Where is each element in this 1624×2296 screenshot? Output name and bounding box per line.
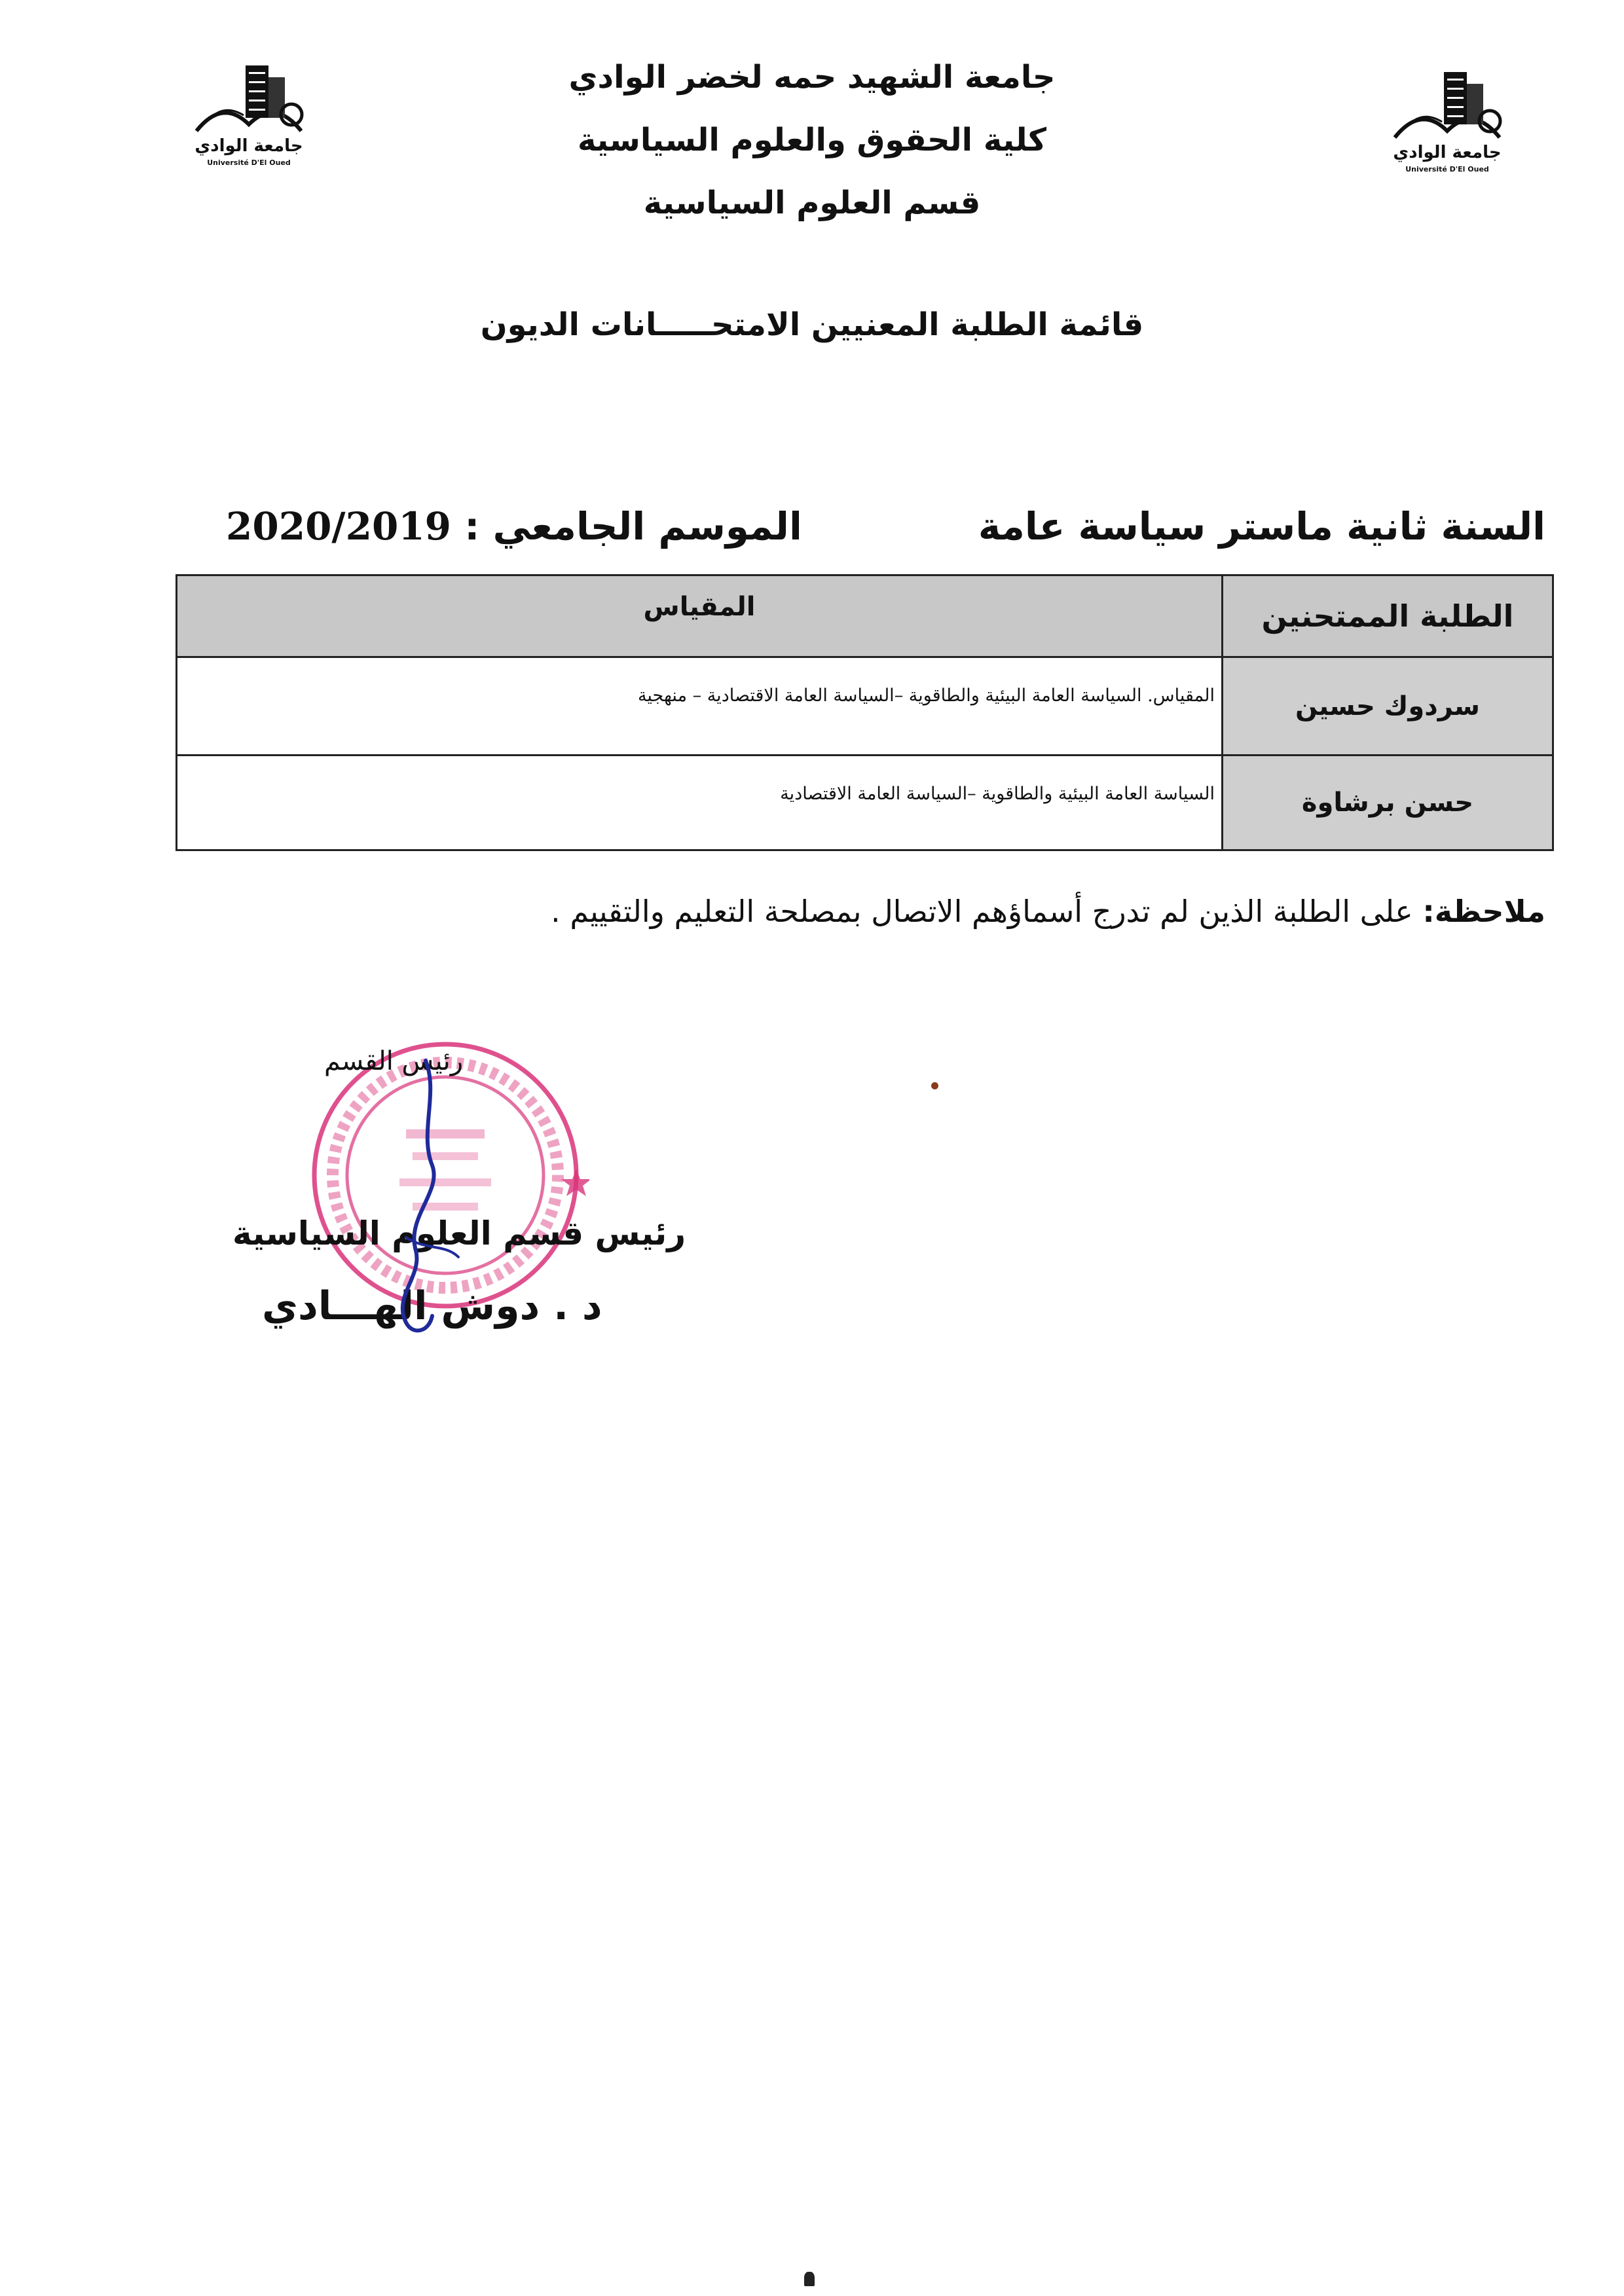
note-label: ملاحظة: [1422, 894, 1545, 929]
department-head-label: رئيس قسم العلوم السياسية [232, 1214, 686, 1252]
season-label: الموسم الجامعي : [464, 504, 802, 549]
header-students: الطلبة الممتحنين [1223, 575, 1553, 657]
student-modules: المقياس. السياسة العامة البيئية والطاقوية –السياسة العامة الاقتصادية – منهجية [177, 657, 1223, 756]
logo-text-fr: Université D'El Oued [207, 158, 291, 167]
info-row [177, 504, 1545, 563]
student-name: سردوك حسين [1223, 657, 1553, 756]
table-row [177, 756, 1553, 850]
department-head-name: د . دوش الهـــادي [262, 1283, 602, 1329]
study-year: السنة ثانية ماستر سياسة عامة [978, 504, 1545, 549]
table-header-row [177, 575, 1553, 657]
table-row [177, 657, 1553, 756]
university-name: جامعة الشهيد حمه لخضر الوادي [568, 59, 1056, 96]
faculty-name: كلية الحقوق والعلوم السياسية [577, 122, 1047, 158]
building-book-icon [1382, 65, 1513, 144]
university-logo-left [183, 59, 314, 170]
handwritten-signature-icon [367, 1054, 485, 1342]
institution-header [426, 46, 1198, 234]
student-name: حسن برشاوة [1223, 756, 1553, 850]
logo-text-ar: جامعة الوادي [1393, 143, 1502, 162]
header-module: المقياس [177, 575, 1223, 657]
student-modules: السياسة العامة البيئية والطاقوية –السياسة العامة الاقتصادية [177, 756, 1223, 850]
students-table [175, 574, 1554, 851]
note-text: على الطلبة الذين لم تدرج أسماؤهم الاتصال بمصلحة التعليم والتقييم . [551, 894, 1413, 929]
scan-mark [804, 2272, 815, 2286]
logo-text-ar: جامعة الوادي [194, 136, 303, 156]
building-book-icon [183, 59, 314, 137]
signatory-title: رئيس القسم [324, 1046, 464, 1076]
scan-speck [931, 1082, 938, 1089]
department-name: قسم العلوم السياسية [643, 185, 981, 221]
academic-season [226, 504, 802, 549]
season-value: 2020/2019 [226, 504, 452, 549]
logo-text-fr: Université D'El Oued [1405, 165, 1489, 173]
document-title: قائمة الطلبة المعنيين الامتحـــــانات الديون [480, 306, 1144, 343]
university-logo-right [1382, 65, 1513, 177]
note [551, 894, 1545, 929]
